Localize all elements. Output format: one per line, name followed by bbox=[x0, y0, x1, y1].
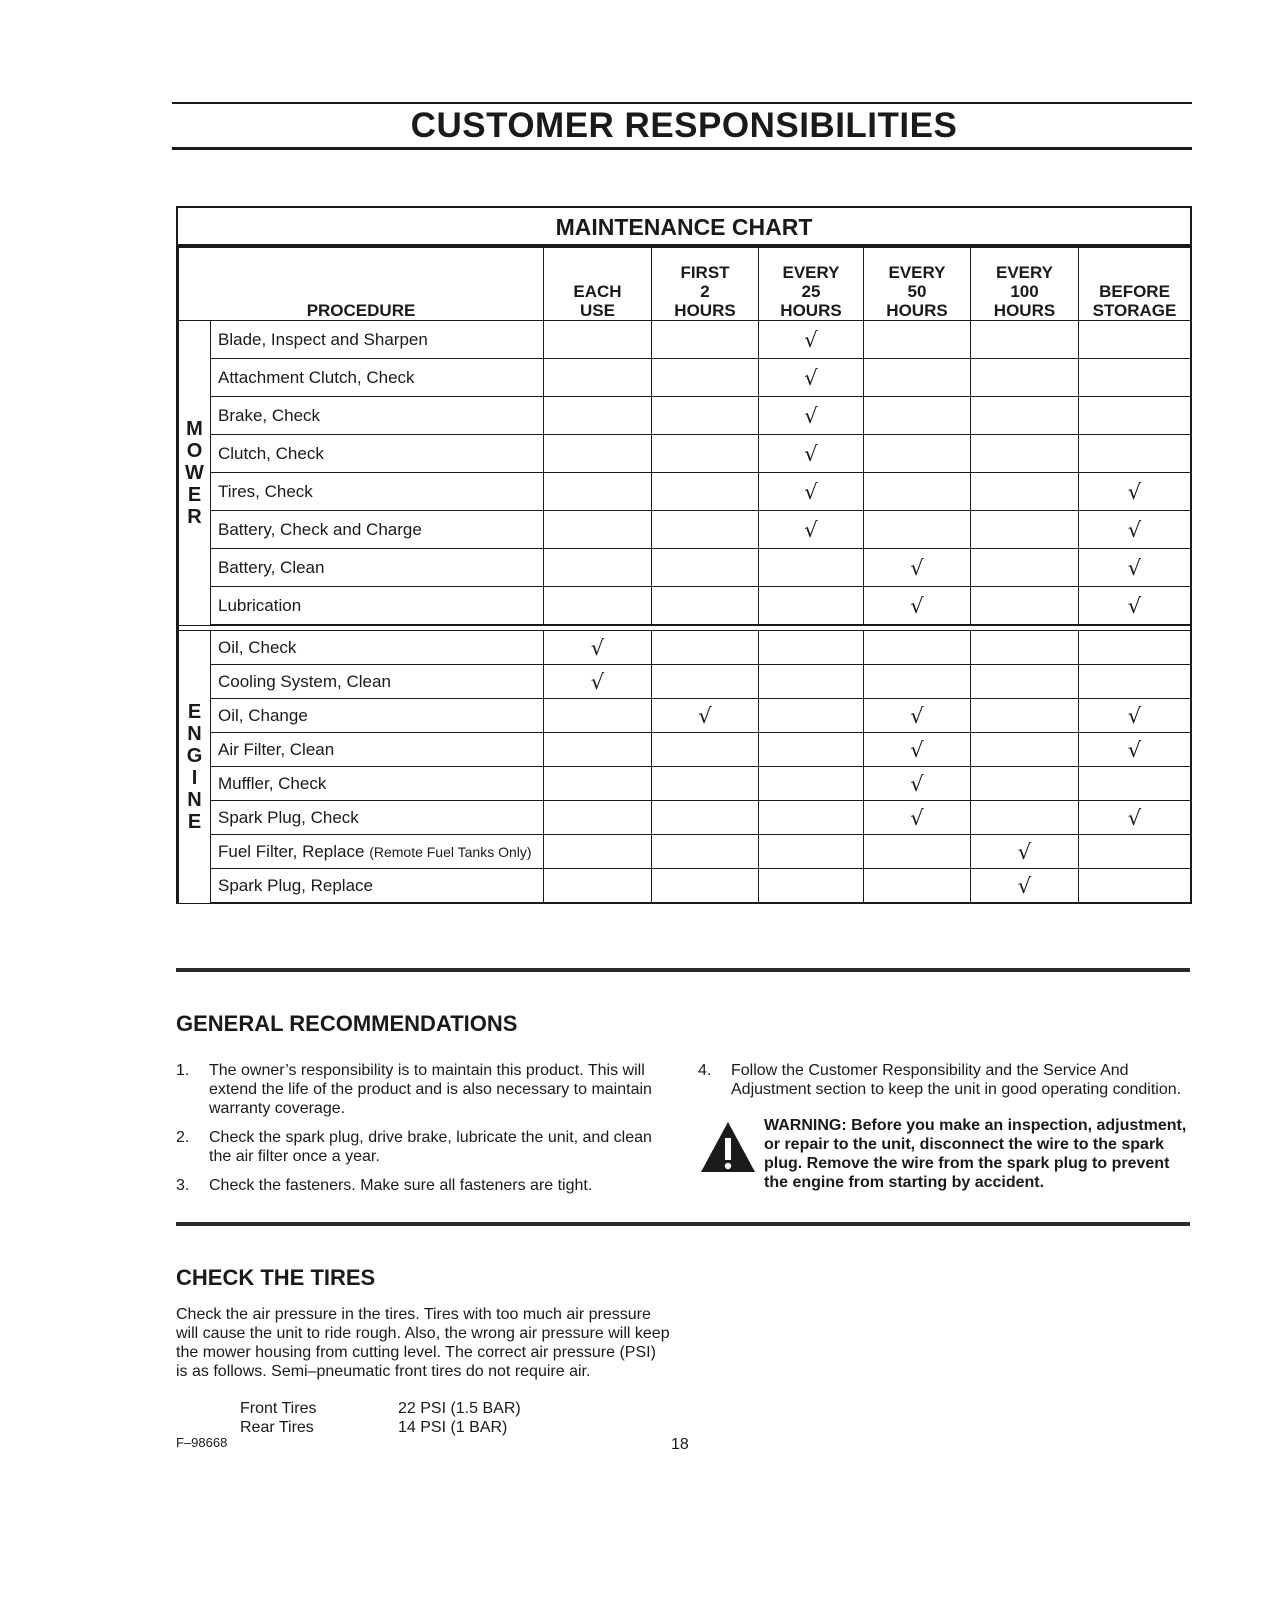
procedure-cell bbox=[211, 473, 544, 511]
procedure-label: Muffler, Check bbox=[218, 773, 327, 793]
procedure-label: Blade, Inspect and Sharpen bbox=[218, 329, 428, 349]
procedure-cell bbox=[211, 665, 544, 699]
empty-cell bbox=[544, 511, 652, 549]
check-mark: √ bbox=[1079, 733, 1191, 767]
empty-cell bbox=[759, 549, 864, 587]
table-row bbox=[179, 473, 1191, 511]
procedure-label: Oil, Check bbox=[218, 637, 297, 657]
procedure-label: Cooling System, Clean bbox=[218, 671, 391, 691]
list-item bbox=[176, 1061, 670, 1118]
empty-cell bbox=[544, 549, 652, 587]
header-line: HOURS bbox=[993, 301, 1056, 320]
empty-cell bbox=[864, 435, 971, 473]
empty-cell bbox=[1079, 631, 1191, 665]
check-mark: √ bbox=[544, 631, 652, 665]
procedure-label: Battery, Check and Charge bbox=[218, 519, 422, 539]
empty-cell bbox=[971, 473, 1079, 511]
list-item-number: 2. bbox=[176, 1129, 190, 1146]
header-line: EVERY bbox=[995, 263, 1053, 282]
maintenance-table bbox=[178, 247, 1191, 904]
procedure-cell bbox=[211, 435, 544, 473]
check-mark: √ bbox=[1079, 699, 1191, 733]
table-row bbox=[179, 631, 1191, 665]
header-line: 25 bbox=[801, 282, 821, 301]
header-line: PROCEDURE bbox=[306, 301, 416, 320]
check-mark: √ bbox=[759, 397, 864, 435]
group-label-letter: G bbox=[186, 744, 203, 767]
procedure-label: Air Filter, Clean bbox=[218, 739, 335, 759]
empty-cell bbox=[1079, 321, 1191, 359]
check-mark: √ bbox=[759, 511, 864, 549]
tires-description: Check the air pressure in the tires. Tires with too much air pressure will cause the unit to ride rough. Also, the wrong air pressure will keep the mower housing from cutting level. The correct air pressure (PSI) is as follows. Semi–pneumatic front tires do not require air. bbox=[176, 1306, 670, 1380]
check-mark: √ bbox=[864, 549, 971, 587]
check-mark: √ bbox=[864, 699, 971, 733]
list-item-number: 3. bbox=[176, 1177, 190, 1194]
table-row bbox=[179, 549, 1191, 587]
table-row bbox=[179, 435, 1191, 473]
empty-cell bbox=[1079, 435, 1191, 473]
check-mark: √ bbox=[864, 767, 971, 801]
list-item bbox=[176, 1128, 670, 1166]
empty-cell bbox=[971, 511, 1079, 549]
procedure-label: Clutch, Check bbox=[218, 443, 324, 463]
check-mark: √ bbox=[1079, 511, 1191, 549]
procedure-label: Spark Plug, Check bbox=[218, 807, 359, 827]
empty-cell bbox=[864, 631, 971, 665]
empty-cell bbox=[971, 733, 1079, 767]
empty-cell bbox=[544, 869, 652, 904]
procedure-cell bbox=[211, 397, 544, 435]
document-code: F–98668 bbox=[176, 1435, 228, 1450]
empty-cell bbox=[759, 587, 864, 626]
empty-cell bbox=[544, 397, 652, 435]
empty-cell bbox=[652, 549, 759, 587]
empty-cell bbox=[1079, 359, 1191, 397]
check-mark: √ bbox=[1079, 801, 1191, 835]
empty-cell bbox=[759, 835, 864, 869]
title-bottom-rule bbox=[172, 147, 1192, 150]
chart-header-row bbox=[179, 248, 1191, 321]
empty-cell bbox=[759, 665, 864, 699]
procedure-cell bbox=[211, 511, 544, 549]
empty-cell bbox=[544, 835, 652, 869]
check-mark: √ bbox=[759, 359, 864, 397]
empty-cell bbox=[652, 835, 759, 869]
list-item-number: 1. bbox=[176, 1062, 190, 1079]
header-interval bbox=[652, 248, 759, 321]
procedure-cell bbox=[211, 631, 544, 665]
header-line: EVERY bbox=[888, 263, 946, 282]
empty-cell bbox=[544, 699, 652, 733]
table-row bbox=[179, 699, 1191, 733]
list-item bbox=[176, 1176, 670, 1195]
table-row bbox=[179, 733, 1191, 767]
pressure-row bbox=[240, 1418, 521, 1437]
header-line: 100 bbox=[1010, 282, 1039, 301]
procedure-label: Spark Plug, Replace bbox=[218, 875, 373, 895]
empty-cell bbox=[652, 869, 759, 904]
warning-text: WARNING: Before you make an inspection, adjustment, or repair to the unit, disconnect the wire to the spark plug. Remove the wire from the spark plug to prevent the engine from starting by accident. bbox=[764, 1117, 1187, 1191]
pressure-label: Front Tires bbox=[240, 1400, 317, 1417]
empty-cell bbox=[971, 321, 1079, 359]
procedure-cell bbox=[211, 733, 544, 767]
check-mark: √ bbox=[1079, 473, 1191, 511]
check-mark: √ bbox=[759, 435, 864, 473]
header-line: EACH bbox=[573, 282, 622, 301]
empty-cell bbox=[544, 435, 652, 473]
procedure-note: (Remote Fuel Tanks Only) bbox=[369, 843, 532, 860]
procedure-label: Fuel Filter, Replace bbox=[218, 841, 365, 861]
empty-cell bbox=[1079, 665, 1191, 699]
group-label-letter: R bbox=[187, 505, 202, 528]
empty-cell bbox=[971, 631, 1079, 665]
procedure-label: Attachment Clutch, Check bbox=[218, 367, 415, 387]
table-row bbox=[179, 587, 1191, 626]
pressure-row bbox=[240, 1399, 521, 1418]
empty-cell bbox=[864, 869, 971, 904]
empty-cell bbox=[971, 801, 1079, 835]
empty-cell bbox=[652, 733, 759, 767]
empty-cell bbox=[864, 511, 971, 549]
list-item-text: The owner’s responsibility is to maintain this product. This will extend the life of the product and is also necessary to maintain warranty coverage. bbox=[209, 1062, 652, 1117]
empty-cell bbox=[864, 359, 971, 397]
empty-cell bbox=[759, 801, 864, 835]
group-label-letter: N bbox=[187, 788, 202, 811]
check-mark: √ bbox=[1079, 587, 1191, 626]
empty-cell bbox=[544, 767, 652, 801]
header-line: STORAGE bbox=[1092, 301, 1177, 320]
empty-cell bbox=[652, 435, 759, 473]
header-line: 50 bbox=[907, 282, 927, 301]
empty-cell bbox=[971, 549, 1079, 587]
header-line: FIRST bbox=[680, 263, 730, 282]
header-line: 2 bbox=[700, 282, 710, 301]
empty-cell bbox=[652, 587, 759, 626]
procedure-cell bbox=[211, 359, 544, 397]
empty-cell bbox=[652, 321, 759, 359]
procedure-label: Lubrication bbox=[218, 595, 302, 615]
group-label-letter: I bbox=[191, 766, 198, 789]
empty-cell bbox=[652, 801, 759, 835]
empty-cell bbox=[652, 631, 759, 665]
empty-cell bbox=[971, 435, 1079, 473]
list-item-text: Check the fasteners. Make sure all fasteners are tight. bbox=[209, 1177, 593, 1194]
header-interval bbox=[759, 248, 864, 321]
table-row bbox=[179, 869, 1191, 904]
header-interval bbox=[544, 248, 652, 321]
procedure-label: Brake, Check bbox=[218, 405, 321, 425]
procedure-cell bbox=[211, 321, 544, 359]
empty-cell bbox=[544, 321, 652, 359]
table-row bbox=[179, 397, 1191, 435]
group-label-letter: M bbox=[186, 417, 203, 440]
maintenance-chart bbox=[176, 206, 1192, 904]
check-mark: √ bbox=[864, 587, 971, 626]
procedure-cell bbox=[211, 767, 544, 801]
procedure-cell bbox=[211, 869, 544, 904]
group-label-letter: E bbox=[187, 700, 202, 723]
check-mark: √ bbox=[864, 733, 971, 767]
table-row bbox=[179, 511, 1191, 549]
empty-cell bbox=[971, 767, 1079, 801]
empty-cell bbox=[971, 665, 1079, 699]
page-title: CUSTOMER RESPONSIBILITIES bbox=[410, 106, 958, 145]
empty-cell bbox=[1079, 869, 1191, 904]
empty-cell bbox=[1079, 767, 1191, 801]
pressure-value: 22 PSI (1.5 BAR) bbox=[398, 1400, 521, 1417]
check-mark: √ bbox=[652, 699, 759, 733]
empty-cell bbox=[544, 587, 652, 626]
empty-cell bbox=[759, 767, 864, 801]
section-divider bbox=[176, 968, 1190, 972]
chart-body bbox=[179, 321, 1191, 904]
empty-cell bbox=[652, 511, 759, 549]
procedure-label: Oil, Change bbox=[218, 705, 308, 725]
check-mark: √ bbox=[971, 869, 1079, 904]
header-line: HOURS bbox=[886, 301, 948, 320]
table-row bbox=[179, 801, 1191, 835]
group-label-letter: E bbox=[187, 483, 202, 506]
check-mark: √ bbox=[759, 473, 864, 511]
recommendations-right bbox=[698, 1061, 1192, 1109]
group-label-letter: W bbox=[185, 461, 204, 484]
header-line: HOURS bbox=[674, 301, 736, 320]
check-mark: √ bbox=[544, 665, 652, 699]
group-label-letter: E bbox=[187, 810, 202, 833]
empty-cell bbox=[544, 801, 652, 835]
empty-cell bbox=[864, 835, 971, 869]
table-row bbox=[179, 665, 1191, 699]
pressure-value: 14 PSI (1 BAR) bbox=[398, 1419, 508, 1436]
general-recommendations-heading: GENERAL RECOMMENDATIONS bbox=[176, 1011, 518, 1036]
header-interval bbox=[971, 248, 1079, 321]
check-tires-heading: CHECK THE TIRES bbox=[176, 1265, 376, 1290]
header-line: USE bbox=[580, 301, 615, 320]
header-line: BEFORE bbox=[1099, 282, 1170, 301]
chart-title: MAINTENANCE CHART bbox=[178, 208, 1190, 247]
procedure-cell bbox=[211, 801, 544, 835]
header-procedure bbox=[179, 248, 544, 321]
check-mark: √ bbox=[971, 835, 1079, 869]
table-row bbox=[179, 359, 1191, 397]
empty-cell bbox=[864, 473, 971, 511]
header-line: HOURS bbox=[780, 301, 842, 320]
recommendations-left bbox=[176, 1061, 670, 1205]
table-row bbox=[179, 767, 1191, 801]
warning-triangle-icon bbox=[698, 1116, 764, 1192]
header-line: EVERY bbox=[782, 263, 840, 282]
empty-cell bbox=[864, 397, 971, 435]
group-label-letter: N bbox=[187, 722, 202, 745]
empty-cell bbox=[544, 473, 652, 511]
procedure-cell bbox=[211, 835, 544, 869]
procedure-cell bbox=[211, 699, 544, 733]
list-item bbox=[698, 1061, 1192, 1099]
empty-cell bbox=[759, 631, 864, 665]
empty-cell bbox=[1079, 397, 1191, 435]
empty-cell bbox=[864, 321, 971, 359]
warning-block bbox=[698, 1116, 1192, 1192]
empty-cell bbox=[544, 733, 652, 767]
table-row bbox=[179, 835, 1191, 869]
empty-cell bbox=[544, 359, 652, 397]
list-item-number: 4. bbox=[698, 1062, 712, 1079]
procedure-cell bbox=[211, 587, 544, 626]
empty-cell bbox=[971, 699, 1079, 733]
empty-cell bbox=[652, 665, 759, 699]
empty-cell bbox=[652, 397, 759, 435]
empty-cell bbox=[759, 869, 864, 904]
title-top-rule bbox=[172, 102, 1192, 104]
empty-cell bbox=[652, 767, 759, 801]
header-interval bbox=[1079, 248, 1191, 321]
check-mark: √ bbox=[759, 321, 864, 359]
check-mark: √ bbox=[864, 801, 971, 835]
empty-cell bbox=[652, 359, 759, 397]
empty-cell bbox=[652, 473, 759, 511]
mower-group-label bbox=[179, 321, 211, 626]
tire-pressure-list bbox=[240, 1399, 521, 1437]
section-divider-2 bbox=[176, 1222, 1190, 1226]
check-mark: √ bbox=[1079, 549, 1191, 587]
header-interval bbox=[864, 248, 971, 321]
engine-group-label bbox=[179, 631, 211, 904]
table-row bbox=[179, 321, 1191, 359]
empty-cell bbox=[759, 733, 864, 767]
empty-cell bbox=[971, 587, 1079, 626]
empty-cell bbox=[1079, 835, 1191, 869]
pressure-label: Rear Tires bbox=[240, 1419, 314, 1436]
list-item-text: Follow the Customer Responsibility and the Service And Adjustment section to keep the unit in good operating condition. bbox=[731, 1062, 1182, 1098]
page-number: 18 bbox=[671, 1436, 689, 1453]
empty-cell bbox=[971, 359, 1079, 397]
list-item-text: Check the spark plug, drive brake, lubricate the unit, and clean the air filter once a year. bbox=[209, 1129, 652, 1165]
empty-cell bbox=[971, 397, 1079, 435]
procedure-label: Battery, Clean bbox=[218, 557, 325, 577]
group-label-letter: O bbox=[186, 439, 203, 462]
procedure-cell bbox=[211, 549, 544, 587]
empty-cell bbox=[864, 665, 971, 699]
procedure-label: Tires, Check bbox=[218, 481, 313, 501]
empty-cell bbox=[759, 699, 864, 733]
